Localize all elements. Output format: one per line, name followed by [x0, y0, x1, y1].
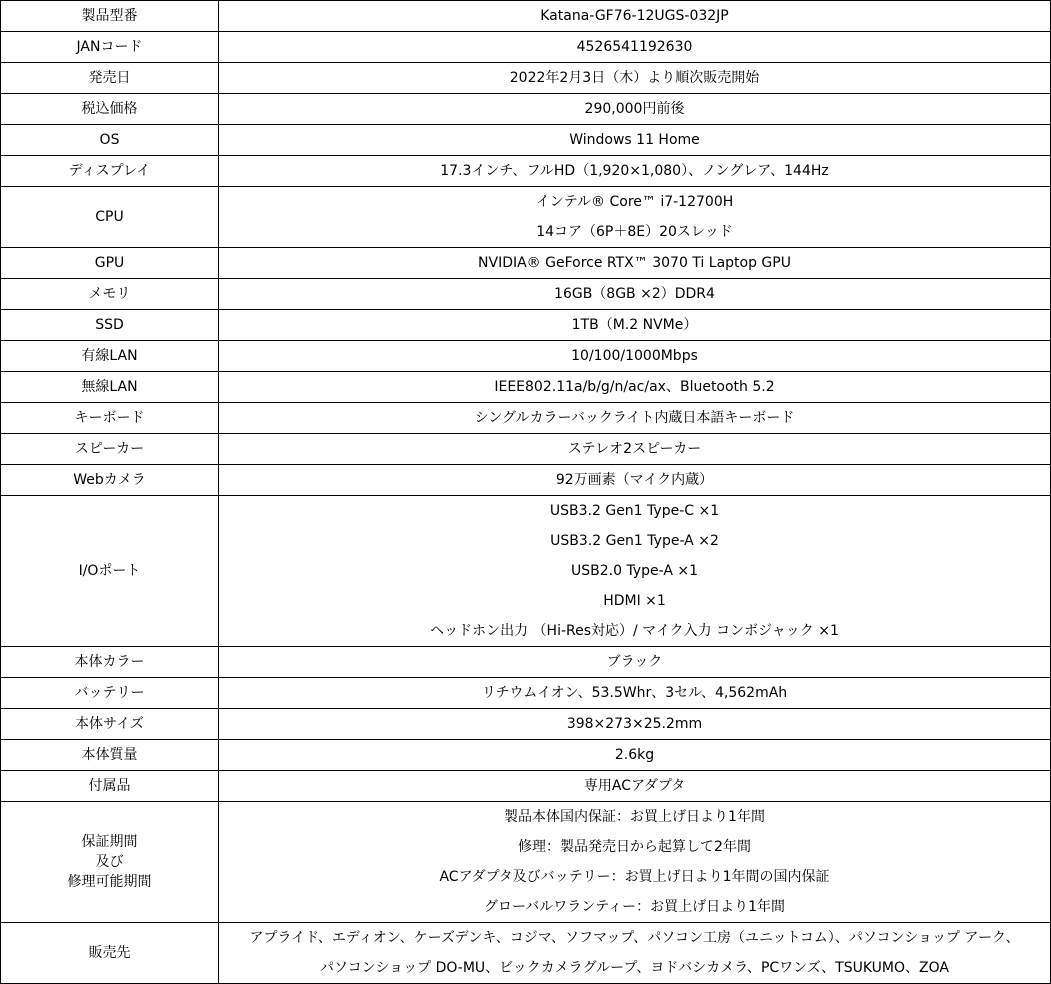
- spec-value: ACアダプタ及びバッテリー：お買上げ日より1年間の国内保証: [439, 869, 830, 885]
- spec-row: [1, 709, 1051, 740]
- spec-value-cell: [219, 678, 1051, 709]
- spec-value-cell: [219, 1, 1051, 32]
- spec-value: ブラック: [606, 654, 663, 670]
- spec-label-cell: [1, 709, 219, 740]
- spec-row: [1, 372, 1051, 403]
- spec-value-cell: [219, 496, 1051, 647]
- spec-row: [1, 923, 1051, 984]
- spec-label-cell: [1, 125, 219, 156]
- spec-value-cell: [219, 434, 1051, 465]
- spec-label-cell: [1, 771, 219, 802]
- spec-value-cell: [219, 740, 1051, 771]
- spec-label: 保証期間: [81, 834, 138, 850]
- spec-label-cell: [1, 156, 219, 187]
- spec-value: アプライド、エディオン、ケーズデンキ、コジマ、ソフマップ、パソコン工房（ユニットコム）、パソコンショップ アーク、: [249, 930, 1020, 946]
- spec-value-cell: [219, 802, 1051, 923]
- spec-value: Katana-GF76-12UGS-032JP: [540, 8, 729, 24]
- spec-row: [1, 740, 1051, 771]
- spec-row: [1, 310, 1051, 341]
- spec-value-cell: [219, 923, 1051, 984]
- spec-table-body: [1, 1, 1051, 984]
- spec-value-cell: [219, 310, 1051, 341]
- spec-value: 17.3インチ、フルHD（1,920×1,080）、ノングレア、144Hz: [440, 163, 829, 179]
- spec-row: [1, 465, 1051, 496]
- spec-value: リチウムイオン、53.5Whr、3セル、4,562mAh: [481, 685, 788, 701]
- spec-label: バッテリー: [74, 685, 145, 701]
- spec-row: [1, 94, 1051, 125]
- spec-value-cell: [219, 647, 1051, 678]
- spec-value-cell: [219, 465, 1051, 496]
- spec-label: 製品型番: [81, 8, 138, 24]
- spec-value: ステレオ2スピーカー: [567, 441, 702, 457]
- spec-label: スピーカー: [74, 441, 145, 457]
- spec-label-cell: [1, 403, 219, 434]
- spec-value: 290,000円前後: [584, 101, 685, 117]
- spec-label: JANコード: [76, 39, 143, 55]
- spec-row: [1, 156, 1051, 187]
- spec-label: I/Oポート: [78, 563, 141, 579]
- spec-value: シングルカラーバックライト内蔵日本語キーボード: [474, 410, 795, 426]
- spec-row: [1, 125, 1051, 156]
- spec-value-cell: [219, 372, 1051, 403]
- spec-row: [1, 403, 1051, 434]
- spec-row: [1, 63, 1051, 94]
- spec-row: [1, 279, 1051, 310]
- spec-row: [1, 771, 1051, 802]
- spec-row: [1, 1, 1051, 32]
- spec-label: 有線LAN: [81, 348, 138, 364]
- spec-row: [1, 496, 1051, 647]
- spec-row: [1, 187, 1051, 248]
- spec-label-cell: [1, 279, 219, 310]
- spec-value: 10/100/1000Mbps: [571, 348, 698, 364]
- spec-label: CPU: [95, 209, 124, 225]
- spec-row: [1, 341, 1051, 372]
- spec-value: 14コア（6P＋8E）20スレッド: [536, 224, 733, 240]
- spec-row: [1, 32, 1051, 63]
- spec-value: NVIDIA® GeForce RTX™ 3070 Ti Laptop GPU: [478, 255, 791, 271]
- spec-value-cell: [219, 94, 1051, 125]
- spec-label: 発売日: [88, 70, 131, 86]
- spec-value-cell: [219, 32, 1051, 63]
- spec-row: [1, 802, 1051, 923]
- spec-label-cell: [1, 1, 219, 32]
- spec-value-cell: [219, 709, 1051, 740]
- spec-value: 専用ACアダプタ: [583, 778, 686, 794]
- spec-label: Webカメラ: [73, 472, 146, 488]
- spec-label: 本体質量: [81, 747, 138, 763]
- spec-label: OS: [99, 132, 120, 148]
- spec-label: 本体カラー: [74, 654, 145, 670]
- spec-value-cell: [219, 156, 1051, 187]
- spec-value: グローバルワランティー：お買上げ日より1年間: [483, 899, 786, 915]
- spec-label-cell: [1, 465, 219, 496]
- spec-value-cell: [219, 248, 1051, 279]
- spec-label: 販売先: [88, 945, 131, 961]
- spec-label-cell: [1, 802, 219, 923]
- spec-value: ヘッドホン出力 （Hi-Res対応）/ マイク入力 コンボジャック ×1: [430, 623, 839, 639]
- spec-row: [1, 678, 1051, 709]
- spec-label-cell: [1, 32, 219, 63]
- spec-label: メモリ: [88, 286, 131, 302]
- spec-value: 2022年2月3日（木）より順次販売開始: [509, 70, 760, 86]
- spec-value-cell: [219, 125, 1051, 156]
- spec-value-cell: [219, 341, 1051, 372]
- spec-value: USB3.2 Gen1 Type-C ×1: [549, 503, 720, 519]
- spec-label: 税込価格: [81, 101, 138, 117]
- spec-label-cell: [1, 740, 219, 771]
- spec-value-cell: [219, 403, 1051, 434]
- spec-value-cell: [219, 771, 1051, 802]
- spec-label: キーボード: [74, 410, 145, 426]
- spec-label: GPU: [94, 255, 125, 271]
- spec-label-cell: [1, 372, 219, 403]
- spec-value: USB3.2 Gen1 Type-A ×2: [550, 533, 719, 549]
- spec-value-cell: [219, 63, 1051, 94]
- spec-value: 16GB（8GB ×2）DDR4: [554, 286, 715, 302]
- spec-row: [1, 248, 1051, 279]
- spec-value: 修理：製品発売日から起算して2年間: [518, 839, 751, 855]
- spec-label: 修理可能期間: [67, 874, 152, 890]
- spec-label: 及び: [95, 854, 124, 870]
- spec-row: [1, 434, 1051, 465]
- spec-value: 92万画素（マイク内蔵）: [555, 472, 714, 488]
- spec-value: USB2.0 Type-A ×1: [570, 563, 699, 579]
- spec-label: 本体サイズ: [75, 716, 144, 732]
- spec-value: HDMI ×1: [603, 593, 666, 609]
- spec-label-cell: [1, 63, 219, 94]
- spec-label-cell: [1, 434, 219, 465]
- spec-value: IEEE802.11a/b/g/n/ac/ax、Bluetooth 5.2: [494, 379, 775, 395]
- spec-label-cell: [1, 310, 219, 341]
- spec-label-cell: [1, 923, 219, 984]
- spec-value-cell: [219, 187, 1051, 248]
- spec-label: 無線LAN: [81, 379, 138, 395]
- spec-label-cell: [1, 94, 219, 125]
- spec-value: Windows 11 Home: [569, 132, 700, 148]
- spec-label-cell: [1, 248, 219, 279]
- spec-value: 398×273×25.2mm: [566, 716, 703, 732]
- spec-value: パソコンショップ DO-MU、ビックカメラグループ、ヨドバシカメラ、PCワンズ、TSUKUMO、ZOA: [320, 960, 949, 976]
- spec-value: 製品本体国内保証：お買上げ日より1年間: [504, 809, 765, 825]
- spec-label: ディスプレイ: [68, 163, 151, 179]
- spec-label-cell: [1, 647, 219, 678]
- spec-label-cell: [1, 496, 219, 647]
- spec-value-cell: [219, 279, 1051, 310]
- spec-label: SSD: [95, 317, 124, 333]
- spec-label-cell: [1, 678, 219, 709]
- spec-value: インテル® Core™ i7-12700H: [535, 194, 734, 210]
- spec-value: 4526541192630: [576, 39, 693, 55]
- spec-row: [1, 647, 1051, 678]
- spec-value: 2.6kg: [614, 747, 655, 763]
- spec-label-cell: [1, 341, 219, 372]
- spec-label: 付属品: [88, 778, 131, 794]
- spec-value: 1TB（M.2 NVMe）: [571, 317, 698, 333]
- spec-label-cell: [1, 187, 219, 248]
